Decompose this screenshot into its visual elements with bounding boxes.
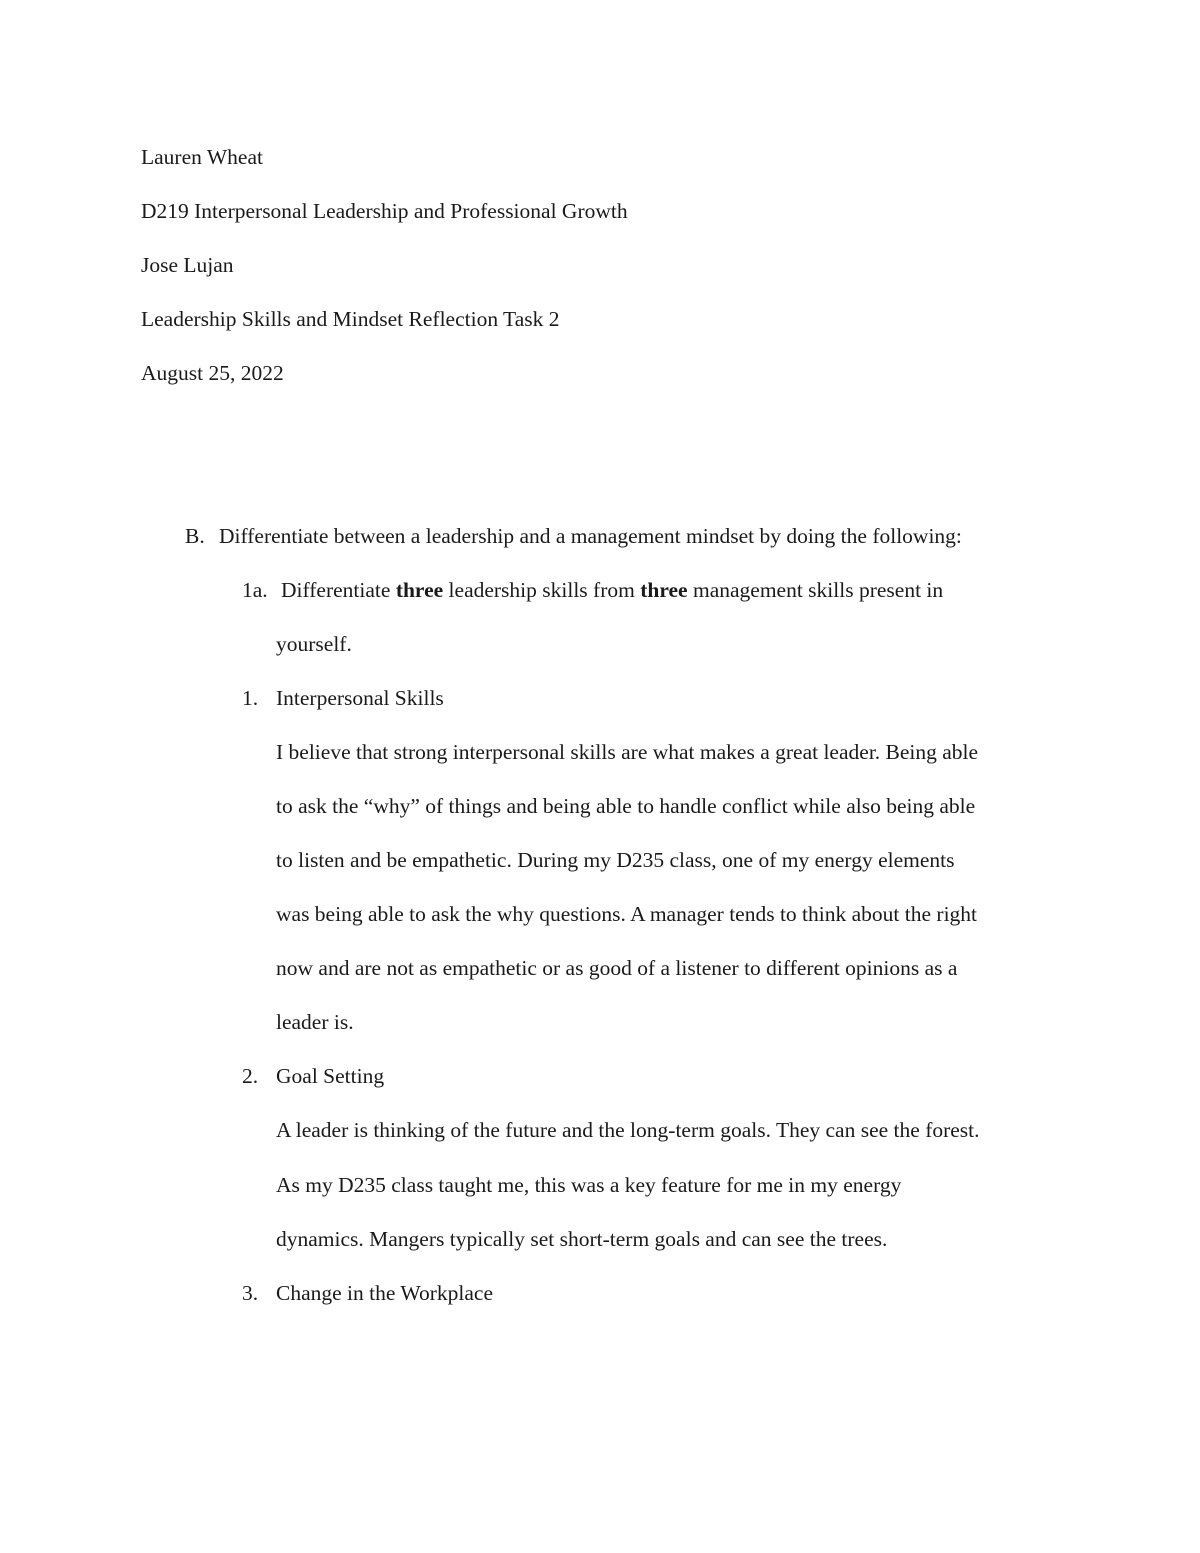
submission-date: August 25, 2022 <box>141 361 284 385</box>
section-b-text: Differentiate between a leadership and a management mindset by doing the following: <box>219 524 962 548</box>
item-1-line-3: to listen and be empathetic. During my D235 class, one of my energy elements <box>276 848 955 872</box>
item-3-title: Change in the Workplace <box>276 1281 493 1305</box>
subitem-1a-text: Differentiate three leadership skills from three management skills present in <box>281 578 944 602</box>
instructor-name: Jose Lujan <box>141 253 234 277</box>
subitem-1a-marker: 1a. <box>242 578 268 602</box>
item-2-line-1: A leader is thinking of the future and the long-term goals. They can see the forest. <box>276 1118 980 1142</box>
item-2-line-3: dynamics. Mangers typically set short-term goals and can see the trees. <box>276 1227 888 1251</box>
subitem-1a-continuation: yourself. <box>276 632 352 656</box>
item-1-line-4: was being able to ask the why questions. A manager tends to think about the right <box>276 902 978 926</box>
item-1-line-2: to ask the “why” of things and being able to handle conflict while also being able <box>276 794 976 818</box>
author-name: Lauren Wheat <box>141 145 263 169</box>
section-b-marker: B. <box>185 524 205 548</box>
item-1-marker: 1. <box>242 686 259 710</box>
item-1-title: Interpersonal Skills <box>276 686 444 710</box>
subitem-bold-three-1: three <box>395 578 444 602</box>
item-2-line-2: As my D235 class taught me, this was a key feature for me in my energy <box>276 1173 902 1197</box>
subitem-bold-three-2: three <box>640 578 688 602</box>
course-title: D219 Interpersonal Leadership and Professional Growth <box>141 199 628 223</box>
item-1-line-6: leader is. <box>276 1010 354 1034</box>
item-3-marker: 3. <box>242 1281 259 1305</box>
item-2-title: Goal Setting <box>276 1064 385 1088</box>
item-2-marker: 2. <box>242 1064 259 1088</box>
assignment-title: Leadership Skills and Mindset Reflection Task 2 <box>141 307 560 331</box>
item-1-line-5: now and are not as empathetic or as good of a listener to different opinions as a <box>276 956 958 980</box>
item-1-line-1: I believe that strong interpersonal skills are what makes a great leader. Being able <box>276 740 979 764</box>
